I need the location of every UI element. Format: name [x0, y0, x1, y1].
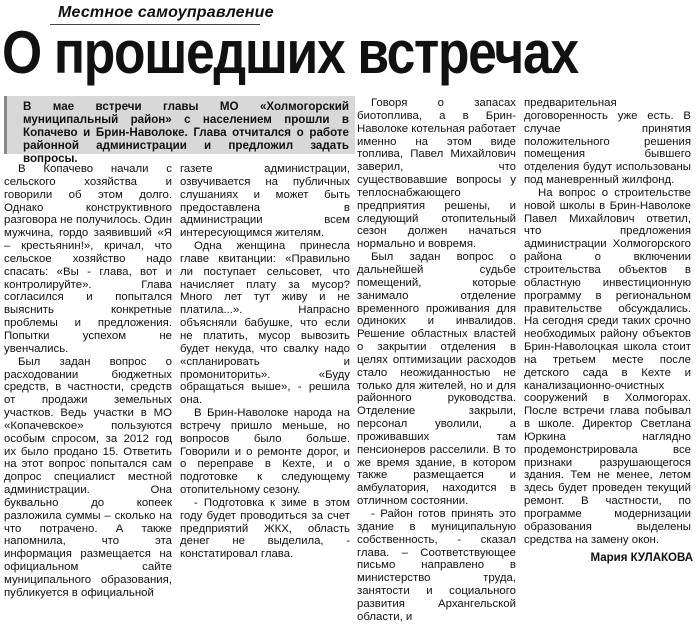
paragraph: газете администрации, озвучивается на публичных слушаниях и может быть предоставлена в администрации всем интересующимся жителям. [180, 163, 350, 240]
paragraph: В Брин-Наволоке народа на встречу пришло меньше, но вопросов было больше. Говорили и о ремонте дорог, и о переправе в Кехте, и о подготовке к следующему отопительному сезону. [180, 407, 350, 497]
paragraph: - Подготовка к зиме в этом году будет проводиться за счет предприятий ЖКХ, область денег не выделила, - констатировал глава. [180, 496, 350, 561]
text-column-2 [180, 163, 350, 571]
paragraph: На вопрос о строительстве новой школы в Брин-Наволоке Павел Михайлович ответил, что предложения администрации Холмогорского района о включении строительства объектов в областную инвестиционную программу в региональном правительстве обсуждались. На сегодня среди таких срочно необходимых району объектов Брин-Наволоцкая школа стоит на третьем месте после детского сада в Кехте и канализационно-очистных сооружений в Холмогорах. После встречи глава побывал в школе. Директор Светлана Юркина наглядно продемонстрировала все признаки разрушающегося здания. Тем не менее, летом здесь будет проведен текущий ремонт. В частности, по программе модернизации образования выделены средства на замену окон. [524, 186, 691, 546]
article-lead: В мае встречи главы МО «Холмогорский муниципальный район» с населением прошли в Копачево и Брин-Наволоке. Глава отчитался о работе районной администрации и предложил задать вопросы. [4, 96, 355, 154]
text-column-3 [357, 97, 516, 623]
rubric-label: Местное самоуправление [58, 4, 274, 21]
paragraph: Был задан вопрос о дальнейшей судьбе помещений, которые занимало отделение временного проживания для одиноких и инвалидов. Решение областных властей о закрытии отделения в целях оптимизации расходов стало неожиданностью не только для жителей, но и для районного руководства. Отделение закрыли, персонал уволили, а проживавших там пенсионеров расселили. В то же время здание, в котором также размещается и амбулатория, находится в отличном состоянии. [357, 251, 516, 508]
paragraph: предварительная договоренность уже есть. В случае принятия положительного решения помещения бывшего отделения будут использованы под маневренный жилфонд. [524, 97, 691, 187]
text-column-4 [524, 97, 691, 549]
text-column-1 [4, 163, 172, 599]
paragraph: Говоря о запасах биотоплива, а в Брин-Наволоке котельная работает именно на этом виде топлива, Павел Михайлович заверил, что существовавшие вопросы у теплоснабжающего предприятия решены, и следующий отопительный сезон должен начаться нормально и вовремя. [357, 97, 516, 251]
paragraph: Одна женщина принесла главе квитанции: «Правильно ли поступает сельсовет, что начисляет плату за мусор? Много лет тут живу и не платила...». Напрасно объясняли бабушке, что если не платить, мусор вывозить будет некуда, что свалку надо «спланировать и промониторить». «Буду обращаться выше», - решила она. [180, 240, 350, 407]
paragraph: Был задан вопрос о расходовании бюджетных средств, в частности, средств от продажи земельных участков. Ведь участки в МО «Копачевское» пользуются особым спросом, за 2012 год их было продано 15. Ответить на этот вопрос попытался сам допрос специалист местной администрации. Она буквально до копеек разложила суммы – сколько на что потрачено. А также напомнила, что эта информация размещается на официальном сайте муниципального образования, публикуется в официальной [4, 355, 172, 599]
paragraph: - Район готов принять это здание в муниципальную собственность, - сказал глава. – Соответствующее письмо направлено в министерство труда, занятости и социального развития Архангельской области, и [357, 508, 516, 623]
article-headline: О прошедших встречах [2, 19, 578, 86]
paragraph: В Копачево начали с сельского хозяйства и говорили об этом долго. Однако конструктивного разговора не получилось. Один мужчина, гордо заявивший «Я – крестьянин!», кричал, что сельское хозяйство надо спасать: «Вы - глава, вот и контролируйте». Глава согласился и попытался выяснить конкретные проблемы и предложения. Попытки успехом не увенчались. [4, 163, 172, 355]
author-byline: Мария КУЛАКОВА [590, 552, 693, 564]
